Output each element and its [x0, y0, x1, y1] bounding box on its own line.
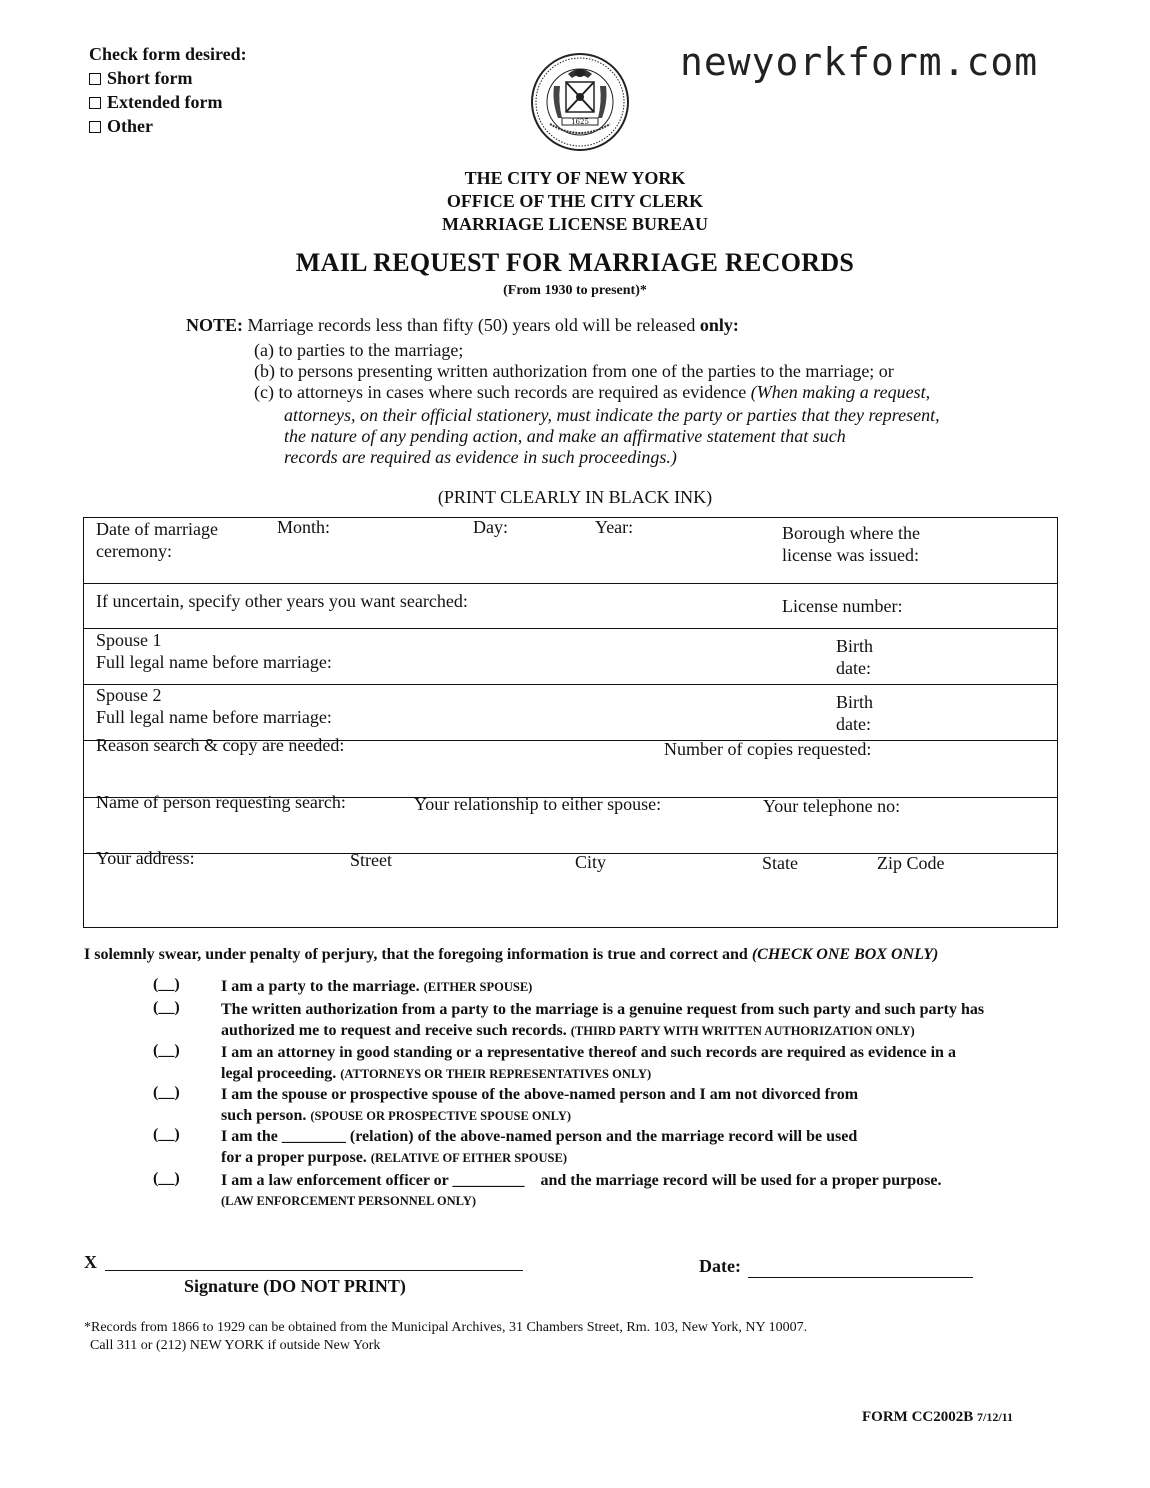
option-5-label-end: (relation) of the above-named person and the marriage record will be used: [349, 1128, 858, 1145]
license-number-field[interactable]: [782, 595, 1052, 625]
form-number-code: FORM CC2002B: [862, 1409, 974, 1425]
org-line-clerk: OFFICE OF THE CITY CLERK: [446, 191, 704, 211]
option-2-line-1: The written authorization from a party to the marriage is a genuine request from such party and such party has: [221, 1001, 985, 1018]
note-italic-line-3: records are required as evidence in such proceedings.): [284, 447, 677, 467]
note-text: Marriage records less than fifty (50) years old will be released: [247, 315, 696, 335]
copies-field[interactable]: [664, 738, 1049, 794]
request-form-table: [83, 517, 1058, 928]
option-5-line-1: [221, 1126, 1061, 1147]
row-divider: [84, 583, 1057, 584]
telephone-label: Your telephone no:: [763, 796, 901, 816]
option-5-label-start: I am the: [221, 1128, 278, 1145]
option-4-checkbox[interactable]: (__): [153, 1084, 180, 1101]
option-6-label-end: and the marriage record will be used for a proper purpose.: [540, 1172, 942, 1189]
option-1-qualifier: (EITHER SPOUSE): [423, 980, 533, 994]
note-item-c-italic: (When making a request,: [750, 382, 931, 402]
note-label: NOTE:: [186, 315, 244, 335]
year-label: Year:: [595, 517, 634, 537]
relationship-field[interactable]: [414, 793, 754, 851]
city-field[interactable]: [575, 851, 755, 921]
day-label: Day:: [473, 517, 508, 537]
org-line-city: THE CITY OF NEW YORK: [464, 168, 686, 188]
other-years-label: If uncertain, specify other years you want searched:: [96, 591, 468, 611]
note-item-c-text: (c) to attorneys in cases where such records are required as evidence: [254, 382, 747, 402]
day-field[interactable]: [473, 516, 593, 580]
street-field[interactable]: [350, 849, 570, 921]
borough-field[interactable]: [782, 522, 1052, 580]
short-form-checkbox[interactable]: [89, 68, 192, 89]
signature-date-label: Date:: [699, 1256, 741, 1276]
ceremony-label: ceremony:: [96, 541, 172, 561]
checkbox-square-icon[interactable]: [89, 73, 101, 85]
note-italic-line-1: attorneys, on their official stationery, must indicate the party or parties that they represent,: [284, 405, 940, 425]
extended-form-checkbox[interactable]: [89, 92, 223, 113]
option-4-qualifier: (SPOUSE OR PROSPECTIVE SPOUSE ONLY): [310, 1109, 572, 1123]
zip-code-field[interactable]: [877, 852, 1047, 921]
nyc-seal-icon: [530, 52, 630, 152]
spouse-2-birth-date-field[interactable]: [824, 691, 1049, 737]
state-label: State: [762, 853, 798, 873]
option-2-qualifier: (THIRD PARTY WITH WRITTEN AUTHORIZATION ONLY): [570, 1024, 915, 1038]
option-6-line-1: [221, 1170, 1061, 1191]
copies-label: Number of copies requested:: [664, 739, 872, 759]
option-6-text: [221, 1170, 1061, 1212]
spouse-1-name-field[interactable]: [96, 629, 796, 681]
page-title: MAIL REQUEST FOR MARRIAGE RECORDS: [295, 248, 855, 277]
month-label: Month:: [277, 517, 331, 537]
city-label: City: [575, 852, 607, 872]
spouse-1-fullname-label: Full legal name before marriage:: [96, 652, 332, 672]
option-2-label: authorized me to request and receive such records.: [221, 1022, 567, 1039]
option-4-text: [221, 1084, 1061, 1127]
watermark-url: newyorkform.com: [680, 40, 1039, 84]
option-3-qualifier: (ATTORNEYS OR THEIR REPRESENTATIVES ONLY): [340, 1067, 652, 1081]
option-4-line-1: I am the spouse or prospective spouse of the above-named person and I am not divorced from: [221, 1086, 859, 1103]
option-6-checkbox[interactable]: (__): [153, 1170, 180, 1187]
option-5-qualifier: (RELATIVE OF EITHER SPOUSE): [370, 1151, 568, 1165]
org-name: [0, 167, 1150, 236]
borough-label-1: Borough where the: [782, 523, 920, 543]
spouse-1-date-label: date:: [836, 658, 871, 678]
requester-name-field[interactable]: [96, 791, 411, 851]
option-1-checkbox[interactable]: (__): [153, 976, 180, 993]
date-of-marriage-field[interactable]: [96, 518, 276, 582]
zip-code-label: Zip Code: [877, 853, 945, 873]
spouse-1-birth-date-field[interactable]: [824, 635, 1049, 681]
footnote-line-2: Call 311 or (212) NEW YORK if outside New York: [90, 1338, 381, 1353]
option-4-label: such person.: [221, 1107, 307, 1124]
other-years-field[interactable]: [96, 590, 776, 624]
year-field[interactable]: [595, 516, 775, 580]
option-3-checkbox[interactable]: (__): [153, 1042, 180, 1059]
extended-form-label: Extended form: [107, 92, 223, 112]
option-6-label-start: I am a law enforcement officer or: [221, 1172, 449, 1189]
spouse-2-date-label: date:: [836, 714, 871, 734]
date-of-marriage-label: Date of marriage: [96, 519, 218, 539]
relationship-label: Your relationship to either spouse:: [414, 794, 662, 814]
note-item-c: [254, 382, 930, 403]
spouse-1-birth-label: Birth: [836, 636, 874, 656]
signature-label: Signature (DO NOT PRINT): [184, 1276, 406, 1296]
spouse-2-name-field[interactable]: [96, 684, 796, 738]
option-4-line-2: [221, 1105, 1061, 1127]
option-5-text: [221, 1126, 1061, 1169]
reason-label: Reason search & copy are needed:: [96, 735, 345, 755]
address-field[interactable]: [96, 847, 346, 921]
oath-statement: [84, 946, 938, 964]
option-2-line-2: [221, 1020, 1061, 1042]
note-item-a: (a) to parties to the marriage;: [254, 340, 464, 360]
option-1-text: [221, 976, 1061, 998]
signature-x-mark: X: [84, 1252, 97, 1272]
note-italic-line-2: the nature of any pending action, and make an affirmative statement that such: [284, 426, 846, 446]
option-5-line-2: [221, 1147, 1061, 1169]
org-line-bureau: MARRIAGE LICENSE BUREAU: [441, 214, 709, 234]
form-number-date: 7/12/11: [977, 1410, 1014, 1424]
check-form-title: Check form desired:: [89, 44, 247, 64]
note-list: [254, 340, 930, 403]
street-label: Street: [350, 850, 392, 870]
option-3-line-2: [221, 1063, 1061, 1085]
page-subtitle: (From 1930 to present)*: [503, 283, 647, 298]
option-3-text: [221, 1042, 1061, 1085]
option-5-checkbox[interactable]: (__): [153, 1126, 180, 1143]
footnote-line-1: *Records from 1866 to 1929 can be obtained from the Municipal Archives, 31 Chambers Street, Rm. 103, New York, NY 10007.: [84, 1320, 808, 1335]
option-3-line-1: I am an attorney in good standing or a representative thereof and such records are required as evidence in a: [221, 1044, 956, 1061]
note-italic-continuation: [284, 405, 940, 468]
checkbox-square-icon[interactable]: [89, 97, 101, 109]
short-form-label: Short form: [107, 68, 193, 88]
option-6-blank[interactable]: _________: [452, 1172, 525, 1189]
telephone-field[interactable]: [763, 795, 1048, 851]
borough-label-2: license was issued:: [782, 545, 919, 565]
reason-field[interactable]: [96, 734, 656, 794]
form-number: [862, 1409, 1013, 1426]
checkbox-square-icon[interactable]: [89, 121, 101, 133]
option-2-checkbox[interactable]: (__): [153, 999, 180, 1016]
month-field[interactable]: [277, 516, 467, 580]
other-checkbox[interactable]: [89, 116, 153, 137]
note-emphasis: only:: [699, 315, 739, 335]
requester-name-label: Name of person requesting search:: [96, 792, 346, 812]
address-label: Your address:: [96, 848, 195, 868]
option-6-qualifier: (LAW ENFORCEMENT PERSONNEL ONLY): [221, 1194, 477, 1208]
note-paragraph: [186, 315, 1016, 336]
option-2-text: [221, 999, 1061, 1042]
note-item-b: (b) to persons presenting written authorization from one of the parties to the marriage; or: [254, 361, 894, 381]
oath-text: I solemnly swear, under penalty of perjury, that the foregoing information is true and correct and: [84, 946, 748, 963]
option-5-label: for a proper purpose.: [221, 1149, 367, 1166]
spouse-2-fullname-label: Full legal name before marriage:: [96, 707, 332, 727]
other-label: Other: [107, 116, 153, 136]
print-clearly-instruction: (PRINT CLEARLY IN BLACK INK): [437, 487, 713, 507]
footnote: [84, 1319, 807, 1355]
state-field[interactable]: [762, 852, 872, 921]
signature-date-line[interactable]: [748, 1277, 973, 1278]
option-3-label: legal proceeding.: [221, 1065, 337, 1082]
spouse-1-label: Spouse 1: [96, 630, 162, 650]
license-number-label: License number:: [782, 596, 903, 616]
signature-line[interactable]: [105, 1270, 523, 1271]
spouse-2-birth-label: Birth: [836, 692, 874, 712]
oath-check-one: (CHECK ONE BOX ONLY): [751, 946, 939, 963]
seal-year: 1625: [571, 118, 589, 126]
option-5-relation-blank[interactable]: ________: [281, 1128, 346, 1145]
spouse-2-label: Spouse 2: [96, 685, 162, 705]
option-1-label: I am a party to the marriage.: [221, 978, 420, 995]
